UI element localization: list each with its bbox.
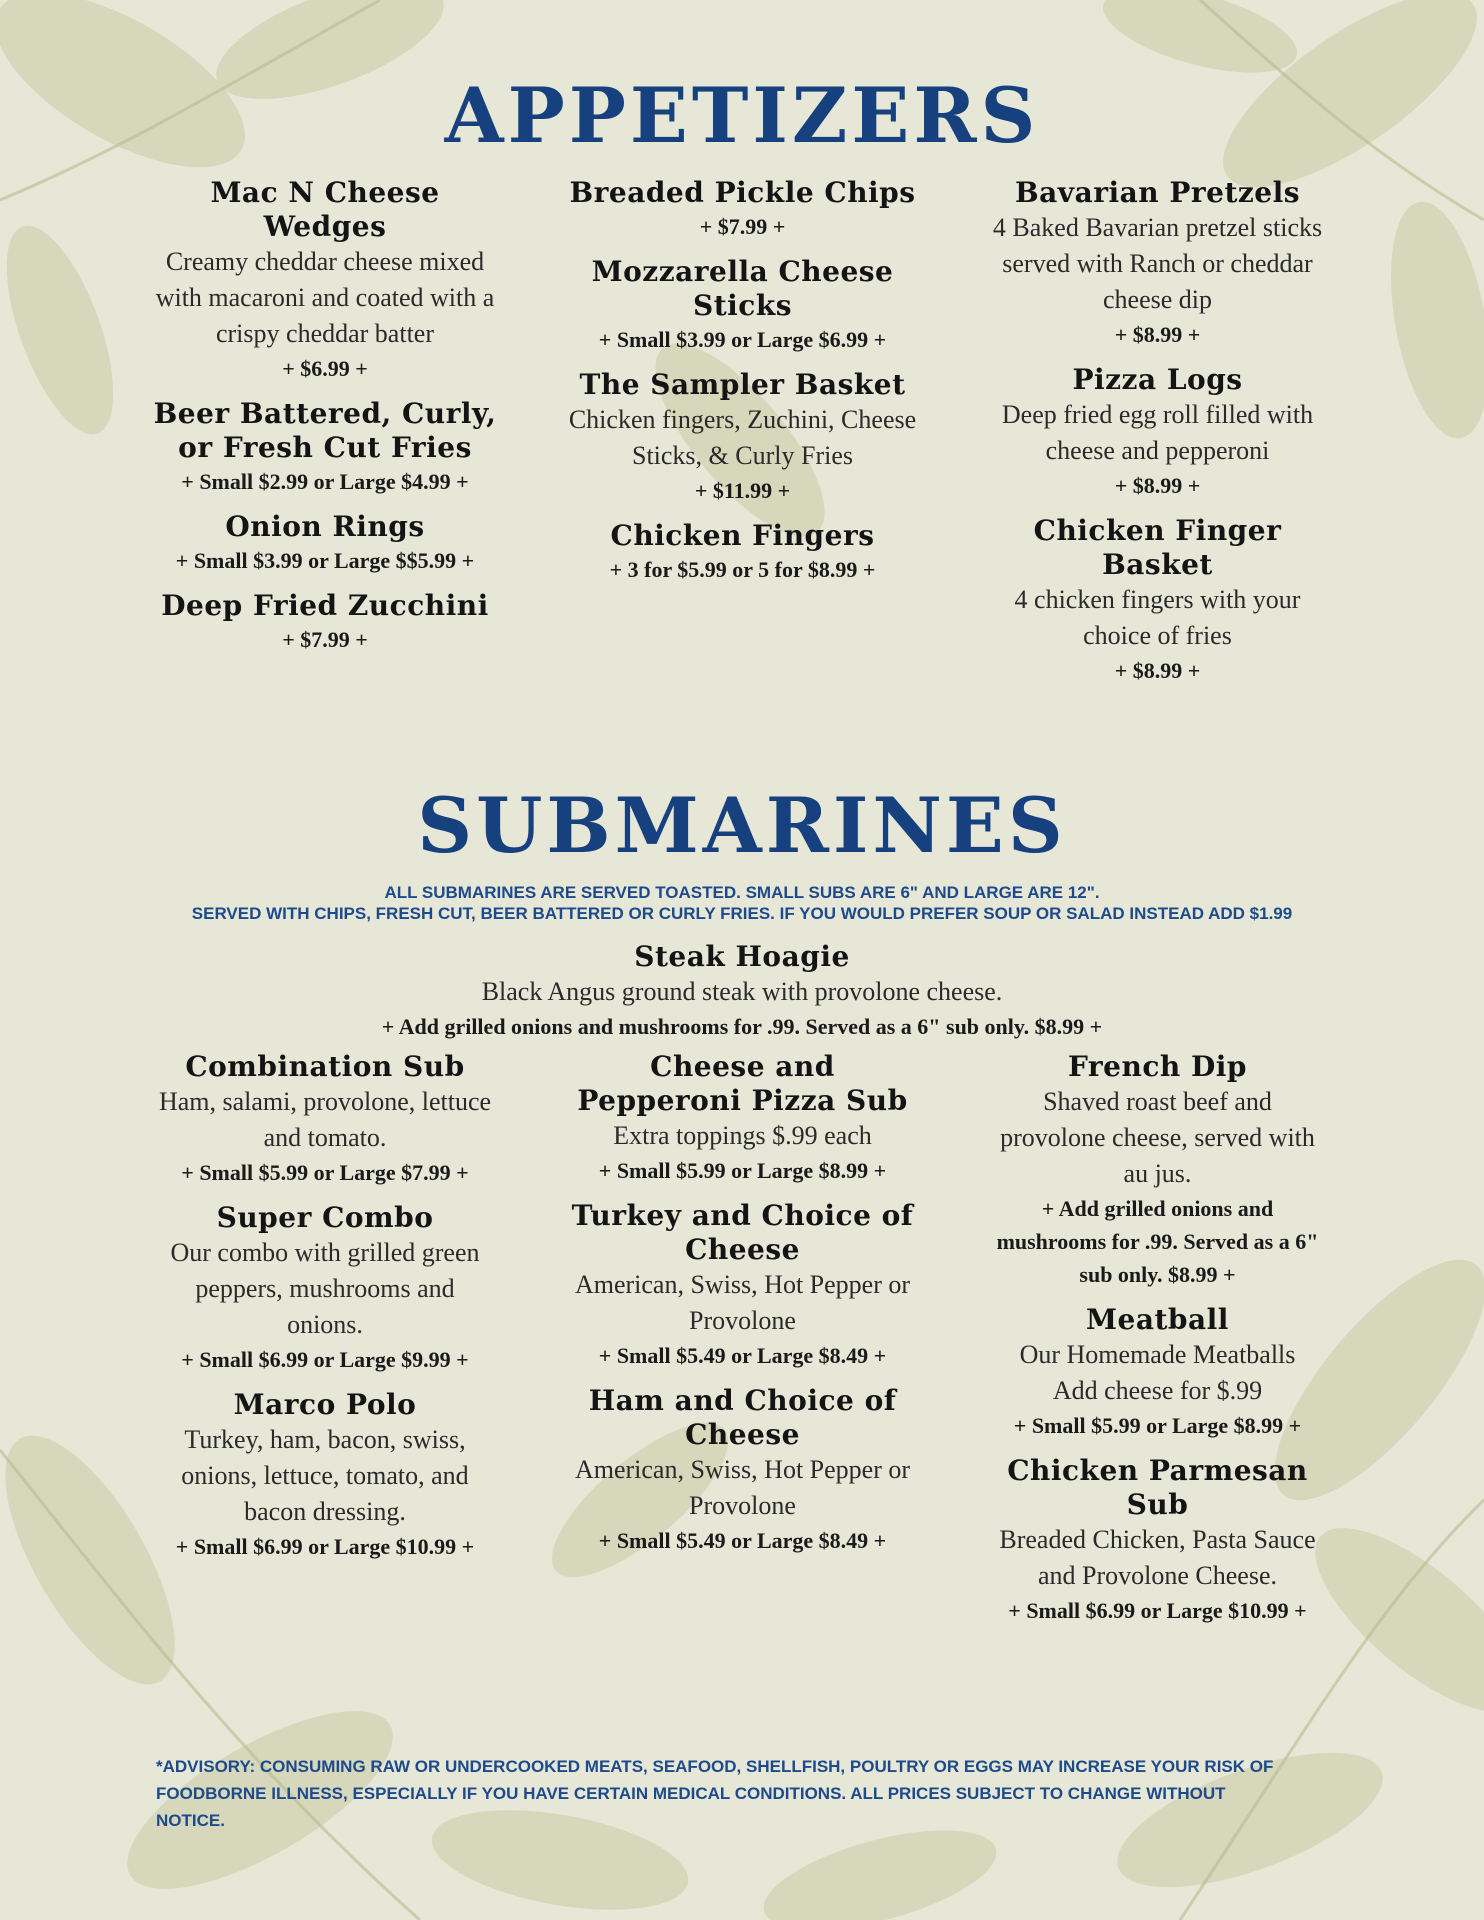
menu-item (150, 397, 500, 498)
menu-item (570, 1384, 915, 1557)
item-name: Marco Polo (233, 1388, 417, 1421)
item-description: Creamy cheddar cheese mixed with macaroni and coated with a crispy cheddar batter (155, 247, 495, 348)
item-description: Shaved roast beef and provolone cheese, served with au jus. (1000, 1087, 1315, 1188)
item-description: 4 Baked Bavarian pretzel sticks served with Ranch or cheddar cheese dip (992, 213, 1323, 314)
menu-item (570, 1050, 915, 1187)
item-price: + Small $2.99 or Large $4.99 + (181, 469, 469, 494)
item-name: Breaded Pickle Chips (569, 176, 916, 209)
menu-item (155, 1388, 495, 1563)
menu-item (570, 1199, 915, 1372)
item-description: Our combo with grilled green peppers, mushrooms and onions. (170, 1238, 480, 1339)
item-description: Turkey, ham, bacon, swiss, onions, lettuce, tomato, and bacon dressing. (181, 1425, 469, 1526)
submarines-column-3 (995, 1050, 1320, 1639)
item-description: Our Homemade Meatballs Add cheese for $.99 (1019, 1340, 1296, 1405)
item-price: + 3 for $5.99 or 5 for $8.99 + (609, 557, 876, 582)
advisory-notice: *ADVISORY: CONSUMING RAW OR UNDERCOOKED MEATS, SEAFOOD, SHELLFISH, POULTRY OR EGGS MAY INCREASE YOUR RISK OF FOODBORNE ILLNESS, ESPECIALLY IF YOU HAVE CERTAIN MEDICAL CONDITIONS. ALL PRICES SUBJECT TO CHANGE WITHOUT NOTICE. (156, 1757, 1274, 1830)
item-price: + Small $6.99 or Large $10.99 + (1008, 1598, 1307, 1623)
item-price: + Small $6.99 or Large $9.99 + (181, 1347, 469, 1372)
item-description: Deep fried egg roll filled with cheese and pepperoni (1001, 400, 1314, 465)
menu-item (150, 510, 500, 577)
item-description: American, Swiss, Hot Pepper or Provolone (574, 1455, 911, 1520)
item-name: Cheese and Pepperoni Pizza Sub (577, 1050, 908, 1117)
item-name: Chicken Finger Basket (1033, 514, 1282, 581)
menu-item (995, 1050, 1320, 1291)
item-description: Ham, salami, provolone, lettuce and tomato. (158, 1087, 492, 1152)
item-price: + Small $3.99 or Large $6.99 + (598, 327, 887, 352)
item-price: + Small $5.49 or Large $8.49 + (598, 1528, 887, 1553)
item-name: French Dip (1068, 1050, 1247, 1083)
item-name: Meatball (1086, 1303, 1229, 1336)
item-name: Combination Sub (185, 1050, 465, 1083)
menu-item (155, 1050, 495, 1189)
submarines-heading: SUBMARINES (417, 781, 1067, 870)
item-name: Pizza Logs (1072, 363, 1243, 396)
menu-item (995, 1454, 1320, 1627)
appetizers-column-2 (565, 176, 920, 598)
item-description: American, Swiss, Hot Pepper or Provolone (574, 1270, 911, 1335)
item-price: + Add grilled onions and mushrooms for .99. Served as a 6" sub only. $8.99 + (381, 1014, 1103, 1039)
item-name: Beer Battered, Curly, or Fresh Cut Fries (153, 397, 497, 464)
menu-item (565, 176, 920, 243)
menu-item (155, 1201, 495, 1376)
menu-item (990, 176, 1325, 351)
item-price: + $8.99 + (1114, 322, 1201, 347)
item-name: Steak Hoagie (634, 940, 850, 973)
submarines-notice-line-1: ALL SUBMARINES ARE SERVED TOASTED. SMALL SUBS ARE 6" AND LARGE ARE 12". (384, 883, 1100, 902)
item-name: Bavarian Pretzels (1014, 176, 1301, 209)
menu-item (565, 255, 920, 356)
item-description: Breaded Chicken, Pasta Sauce and Provolone Cheese. (999, 1525, 1316, 1590)
appetizers-column-3 (990, 176, 1325, 699)
item-name: Onion Rings (225, 510, 425, 543)
menu-item (990, 514, 1325, 687)
menu-item (565, 368, 920, 507)
item-name: The Sampler Basket (579, 368, 906, 401)
item-price: + Small $5.49 or Large $8.49 + (598, 1343, 887, 1368)
appetizers-column-1 (150, 176, 500, 668)
item-name: Chicken Fingers (610, 519, 875, 552)
item-price: + Small $5.99 or Large $8.99 + (598, 1158, 887, 1183)
item-price: + $8.99 + (1114, 473, 1201, 498)
item-price: + $8.99 + (1114, 658, 1201, 683)
item-name: Mac N Cheese Wedges (210, 176, 440, 243)
menu-item (995, 1303, 1320, 1442)
menu-item (150, 176, 500, 385)
appetizers-heading: APPETIZERS (444, 71, 1040, 160)
item-price: + Small $6.99 or Large $10.99 + (175, 1534, 475, 1559)
item-description: Chicken fingers, Zuchini, Cheese Sticks, & Curly Fries (568, 405, 917, 470)
item-description: Black Angus ground steak with provolone cheese. (481, 977, 1003, 1006)
item-name: Chicken Parmesan Sub (1007, 1454, 1308, 1521)
item-name: Ham and Choice of Cheese (588, 1384, 897, 1451)
submarines-column-1 (155, 1050, 495, 1575)
item-price: + Small $3.99 or Large $$5.99 + (175, 548, 475, 573)
item-price: + $7.99 + (282, 627, 368, 652)
item-name: Deep Fried Zucchini (161, 589, 489, 622)
item-price: + $7.99 + (699, 214, 786, 239)
item-name: Super Combo (216, 1201, 434, 1234)
item-description: Extra toppings $.99 each (613, 1121, 872, 1150)
submarines-column-2 (570, 1050, 915, 1569)
item-name: Mozzarella Cheese Sticks (591, 255, 894, 322)
item-price: + Small $5.99 or Large $7.99 + (181, 1160, 469, 1185)
item-name: Turkey and Choice of Cheese (571, 1199, 914, 1266)
menu-item (990, 363, 1325, 502)
menu-item (150, 589, 500, 656)
item-price: + Small $5.99 or Large $8.99 + (1013, 1413, 1302, 1438)
item-price: + $6.99 + (282, 356, 368, 381)
item-price: + Add grilled onions and mushrooms for .99. Served as a 6" sub only. $8.99 + (996, 1196, 1319, 1287)
item-description: 4 chicken fingers with your choice of fries (1014, 585, 1301, 650)
submarines-notice-line-2: SERVED WITH CHIPS, FRESH CUT, BEER BATTERED OR CURLY FRIES. IF YOU WOULD PREFER SOUP OR SALAD INSTEAD ADD $1.99 (191, 904, 1293, 923)
menu-item (565, 519, 920, 586)
item-price: + $11.99 + (694, 478, 791, 503)
featured-item-steak-hoagie (0, 940, 1484, 1043)
